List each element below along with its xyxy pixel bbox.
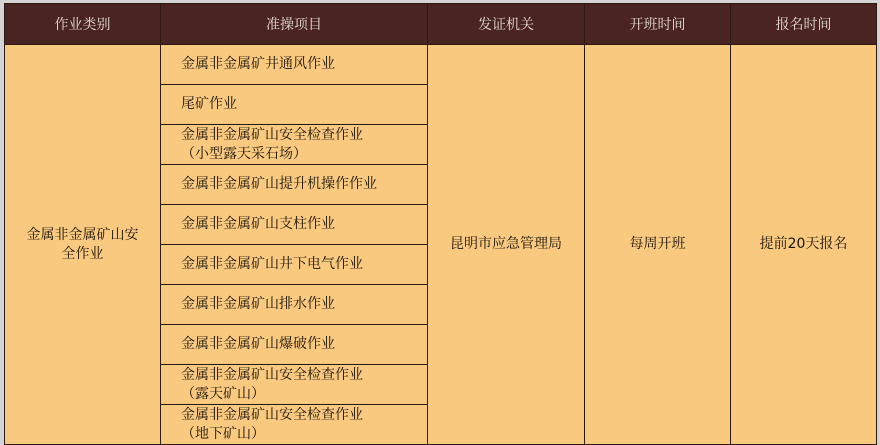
item-text: 金属非金属矿山安全检查作业（露天矿山） (181, 366, 363, 402)
item-text: 金属非金属矿山安全检查作业（小型露天采石场） (181, 126, 363, 162)
item-text: 金属非金属矿山安全检查作业（地下矿山） (181, 406, 363, 442)
item-text: 金属非金属矿山排水作业 (181, 296, 335, 312)
item-cell (161, 125, 428, 165)
header-class-time: 开班时间 (585, 4, 731, 45)
header-row (5, 4, 877, 45)
category-text: 金属非金属矿山安全作业 (26, 226, 139, 262)
item-cell (161, 405, 428, 445)
item-text: 金属非金属矿山支柱作业 (181, 216, 335, 232)
signup-time-cell: 提前20天报名 (731, 45, 877, 445)
item-cell (161, 205, 428, 245)
item-text: 金属非金属矿山井下电气作业 (181, 256, 363, 272)
category-cell (5, 45, 161, 445)
item-cell (161, 165, 428, 205)
item-cell (161, 285, 428, 325)
item-cell (161, 85, 428, 125)
item-cell (161, 365, 428, 405)
training-table (4, 3, 877, 445)
item-text: 金属非金属矿山爆破作业 (181, 336, 335, 352)
class-time-cell: 每周开班 (585, 45, 731, 445)
item-cell (161, 45, 428, 85)
authority-cell: 昆明市应急管理局 (428, 45, 585, 445)
header-category: 作业类别 (5, 4, 161, 45)
item-text: 金属非金属矿井通风作业 (181, 56, 335, 72)
table-row (5, 45, 877, 85)
header-item: 准操项目 (161, 4, 428, 45)
header-authority: 发证机关 (428, 4, 585, 45)
item-cell (161, 245, 428, 285)
item-cell (161, 325, 428, 365)
header-signup-time: 报名时间 (731, 4, 877, 45)
item-text: 金属非金属矿山提升机操作作业 (181, 176, 377, 192)
item-text: 尾矿作业 (181, 96, 237, 112)
